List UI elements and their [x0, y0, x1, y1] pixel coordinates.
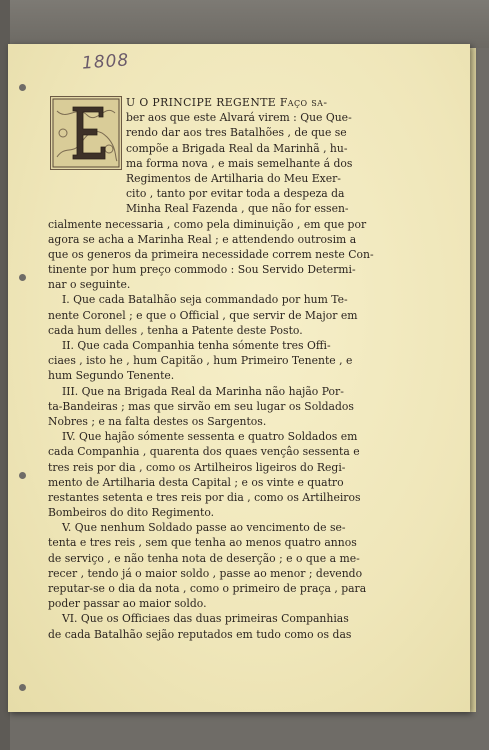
text-line: tinente por hum preço commodo : Sou Servido Determi-	[48, 263, 356, 277]
text-line: Nobres ; e na falta destes os Sargentos.	[48, 414, 267, 428]
text-line: restantes setenta e tres reis por dia , como os Artilheiros	[48, 490, 361, 504]
text-line: compõe a Brigada Real da Marinhã , hu-	[126, 141, 348, 155]
page-edge	[470, 48, 476, 712]
text-line: V. Que nenhum Soldado passe ao vencimento de se-	[62, 521, 346, 535]
text-line: ciaes , isto he , hum Capitão , hum Primeiro Tenente , e	[48, 354, 353, 368]
text-line: Minha Real Fazenda , que não for essen-	[126, 202, 349, 216]
handwritten-date-note: 1808	[81, 50, 130, 74]
text-line: nar o seguinte.	[48, 278, 131, 292]
text-line: cialmente necessaria , como pela diminuição , em que por	[48, 217, 367, 231]
text-line: Bombeiros do dito Regimento.	[48, 506, 215, 520]
text-line: U O PRINCIPE REGENTE Faço sa-	[126, 96, 328, 109]
text-line: poder passar ao maior soldo.	[48, 597, 207, 611]
text-line: ta-Bandeiras ; mas que sirvão em seu lugar os Soldados	[48, 399, 354, 413]
binding-hole	[19, 274, 26, 281]
text-line: de cada Batalhão sejão reputados em tudo como os das	[48, 627, 352, 641]
text-line: cada hum delles , tenha a Patente deste Posto.	[48, 323, 303, 337]
text-line: mento de Artilharia desta Capital ; e os vinte e quatro	[48, 475, 344, 489]
decree-text	[48, 95, 440, 642]
text-line: II. Que cada Companhia tenha sómente tres Offi-	[62, 339, 331, 352]
text-line: I. Que cada Batalhão seja commandado por hum Te-	[62, 293, 348, 307]
text-line: tenta e tres reis , sem que tenha ao menos quatro annos	[48, 536, 357, 550]
text-line: nente Coronel ; e que o Official , que servir de Major em	[48, 308, 358, 322]
text-line: agora se acha a Marinha Real ; e attendendo outrosim a	[48, 232, 357, 246]
text-line: IV. Que hajão sómente sessenta e quatro Soldados em	[62, 430, 358, 444]
text-line: cada Companhia , quarenta dos quaes vençâo sessenta e	[48, 445, 360, 459]
text-line: ma forma nova , e mais semelhante á dos	[126, 156, 353, 170]
text-line: tres reis por dia , como os Artilheiros ligeiros do Regi-	[48, 460, 346, 474]
text-line: ber aos que este Alvará virem : Que Que-	[126, 111, 352, 125]
text-line: que os generos da primeira necessidade correm neste Con-	[48, 247, 374, 261]
scanner-background-top	[0, 0, 489, 48]
text-line: Regimentos de Artilharia do Meu Exer-	[126, 171, 341, 185]
binding-hole	[19, 684, 26, 691]
binding-hole	[19, 84, 26, 91]
binding-hole	[19, 472, 26, 479]
text-line: recer , tendo já o maior soldo , passe ao menor ; devendo	[48, 566, 363, 580]
text-line: de serviço , e não tenha nota de deserção ; e o que a me-	[48, 551, 360, 565]
text-line: VI. Que os Officiaes das duas primeiras Companhias	[62, 612, 349, 626]
text-line: rendo dar aos tres Batalhões , de que se	[126, 126, 347, 140]
text-line: cito , tanto por evitar toda a despeza da	[126, 187, 345, 201]
text-line: III. Que na Brigada Real da Marinha não hajão Por-	[62, 384, 344, 398]
text-line: reputar-se o dia da nota , como o primeiro de praça , para	[48, 582, 367, 595]
text-line: hum Segundo Tenente.	[48, 369, 175, 383]
